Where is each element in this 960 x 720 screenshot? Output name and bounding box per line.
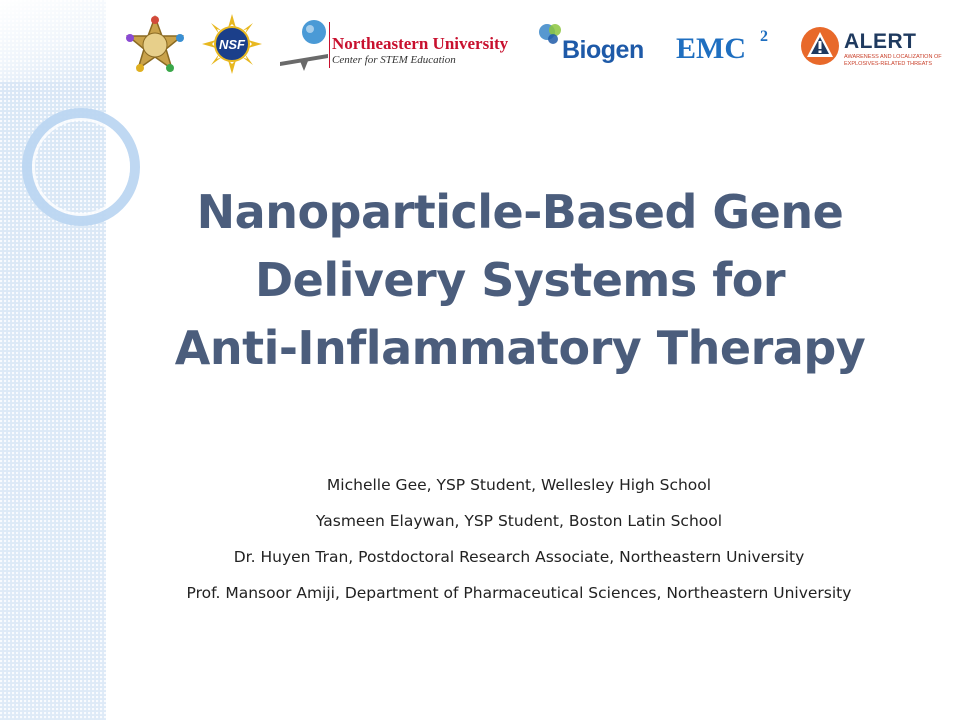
author-line: Dr. Huyen Tran, Postdoctoral Research Associate, Northeastern University bbox=[233, 548, 805, 566]
author-line: Yasmeen Elaywan, YSP Student, Boston Latin School bbox=[315, 512, 723, 530]
title-line: Nanoparticle-Based Gene bbox=[196, 185, 844, 239]
author-line: Prof. Mansoor Amiji, Department of Pharmaceutical Sciences, Northeastern University bbox=[186, 584, 852, 602]
biogen-logo bbox=[538, 16, 658, 76]
title-line: Anti-Inflammatory Therapy bbox=[174, 321, 866, 375]
author-line: Michelle Gee, YSP Student, Wellesley High School bbox=[326, 476, 712, 494]
sponsor-logos bbox=[120, 8, 950, 80]
nsf-seal-icon bbox=[202, 14, 262, 74]
title-line: Delivery Systems for bbox=[254, 253, 786, 307]
northeastern-name: Northeastern University bbox=[332, 34, 509, 53]
biogen-dots-icon bbox=[538, 22, 564, 48]
alert-name: ALERT bbox=[844, 30, 917, 53]
emc-superscript: 2 bbox=[760, 28, 768, 45]
decorative-ring-highlight bbox=[32, 118, 130, 216]
northeastern-subtitle: Center for STEM Education bbox=[332, 54, 456, 66]
stem-balance-icon bbox=[280, 16, 330, 72]
emc-logo bbox=[676, 16, 786, 76]
emc-name: EMC bbox=[676, 32, 746, 65]
svg-text:NSF: NSF bbox=[219, 37, 245, 52]
alert-emblem-icon bbox=[800, 26, 840, 66]
presentation-title bbox=[130, 178, 910, 382]
biogen-name: Biogen bbox=[562, 36, 644, 64]
ysp-emblem-icon bbox=[124, 14, 186, 76]
alert-subtitle: AWARENESS AND LOCALIZATION OF EXPLOSIVES-RELATED THREATS bbox=[844, 54, 942, 67]
alert-logo bbox=[800, 16, 950, 76]
author-list bbox=[116, 472, 922, 616]
northeastern-logo bbox=[280, 16, 530, 76]
